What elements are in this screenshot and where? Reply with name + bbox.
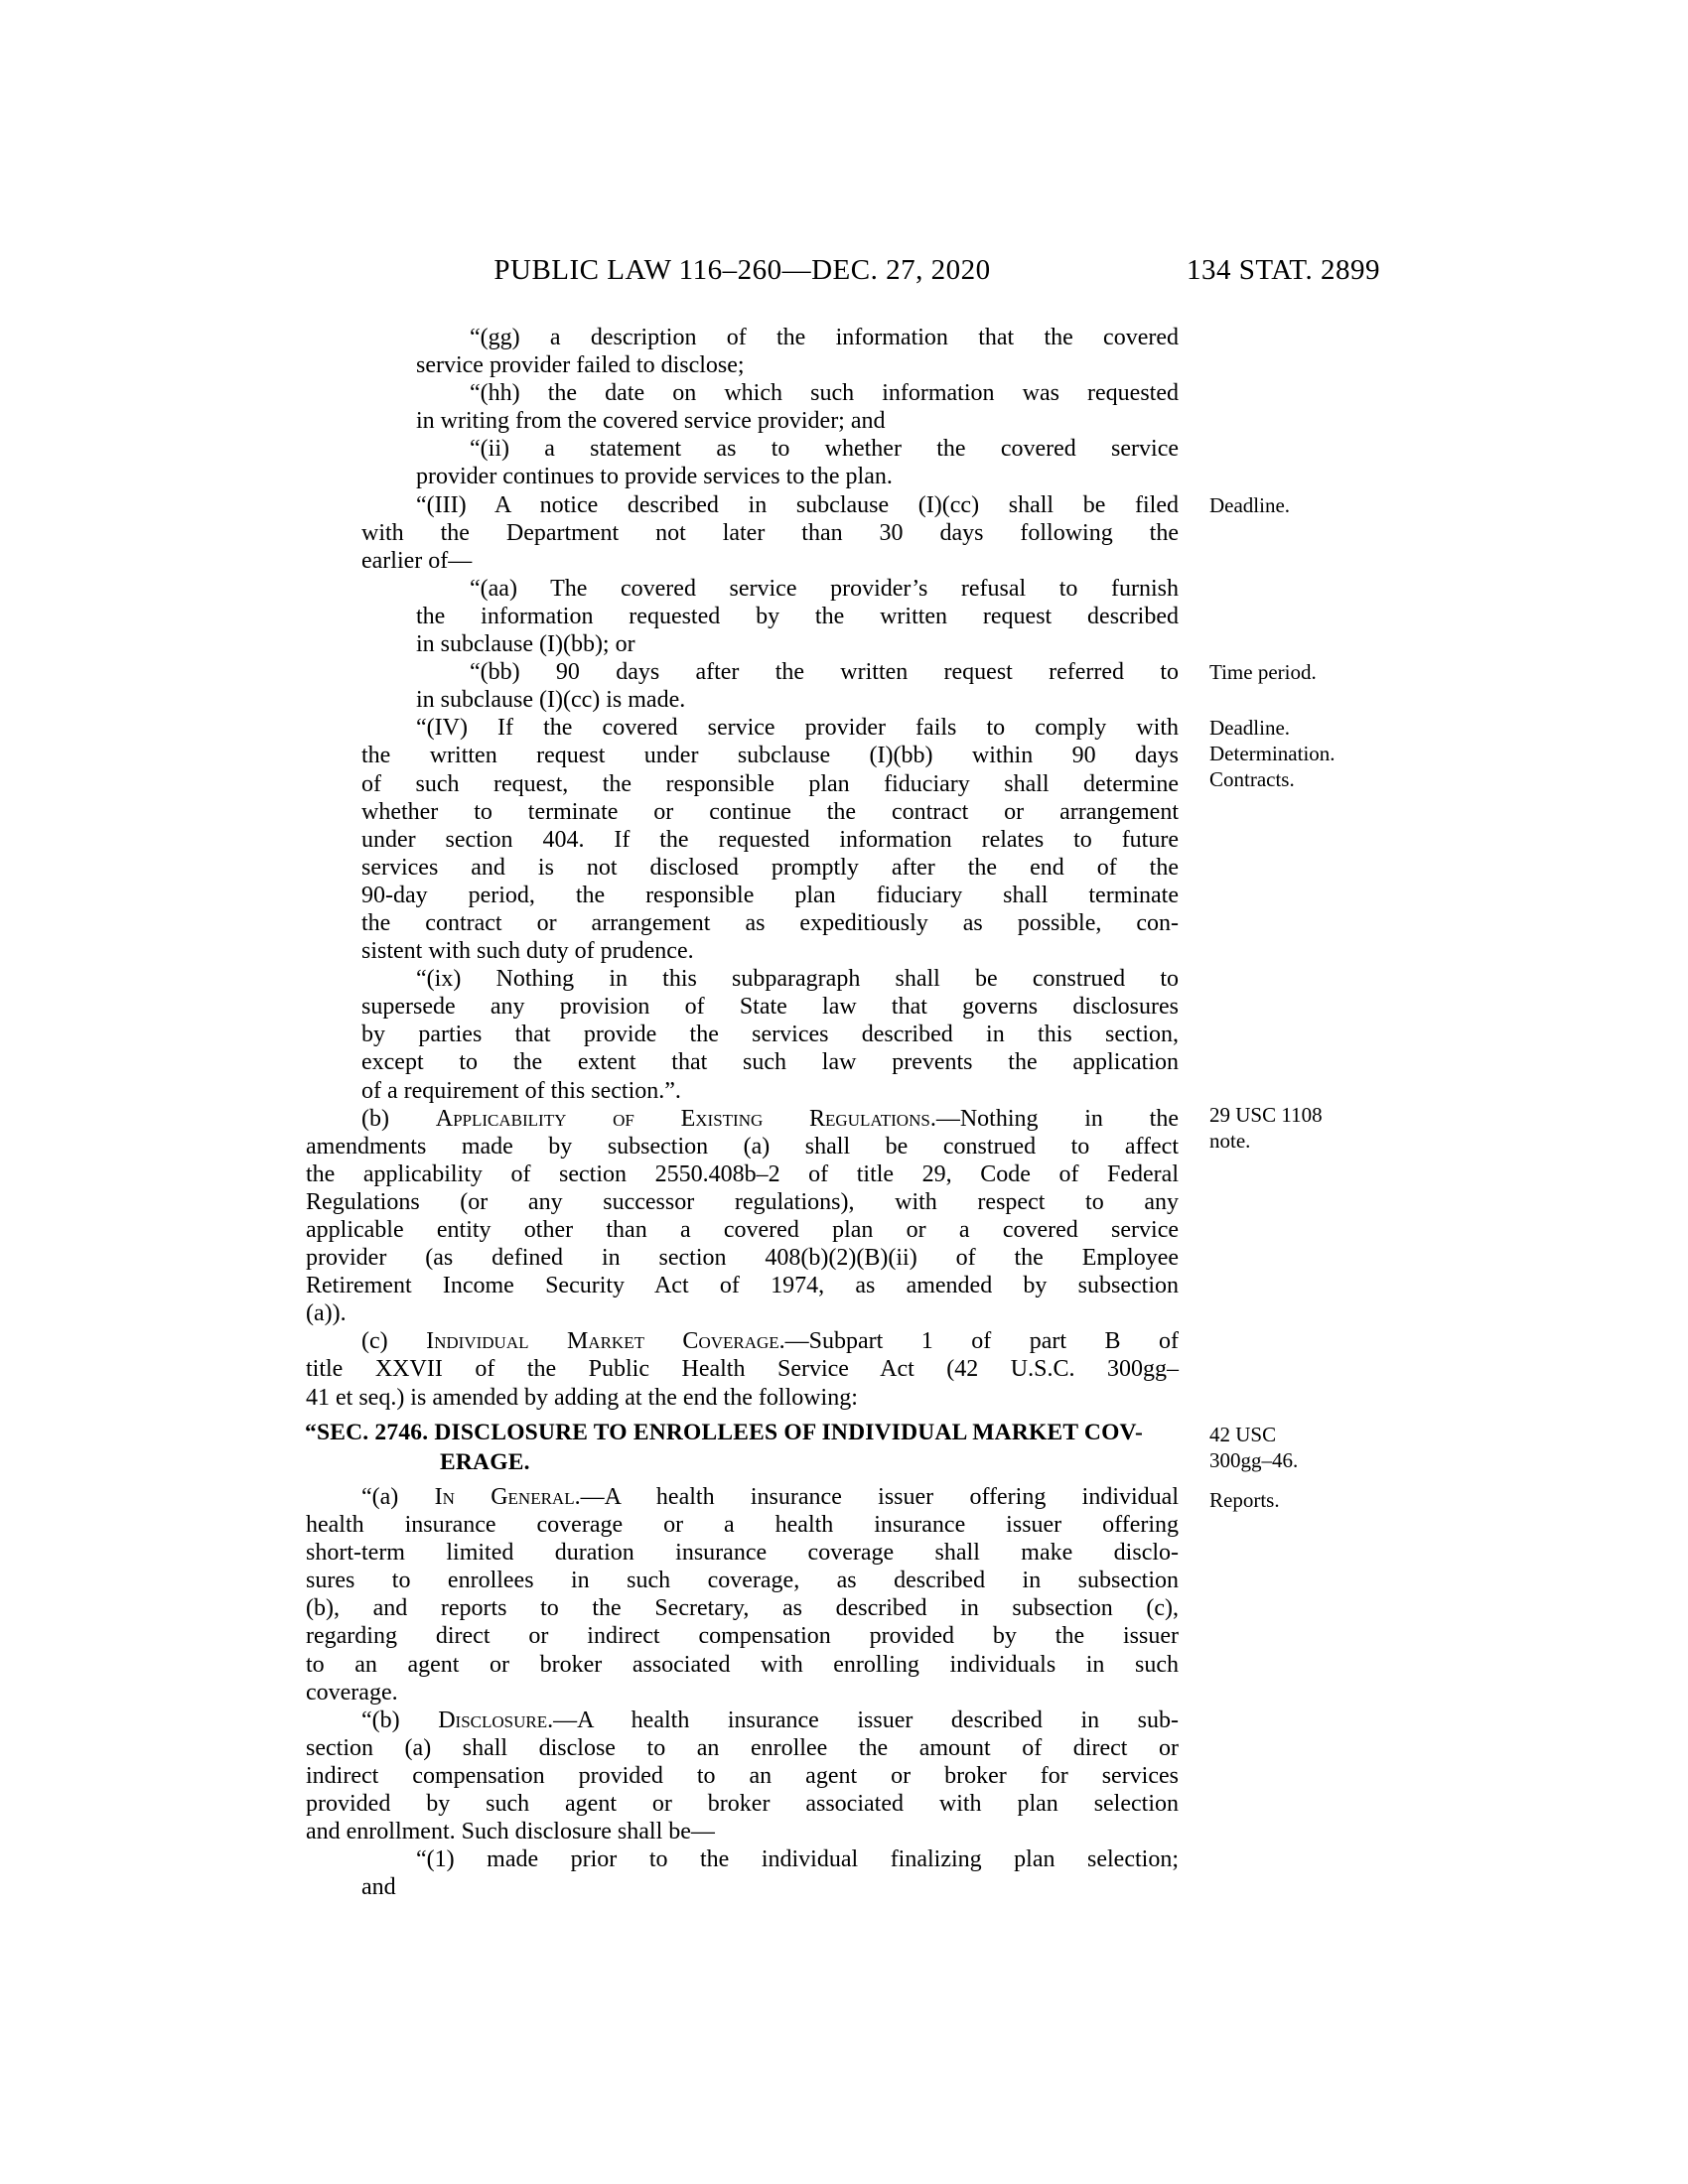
margin-note — [1209, 659, 1383, 685]
section-heading — [305, 1419, 1198, 1477]
text-run: (c) — [361, 1328, 427, 1355]
text-run: .—A health insurance issuer offering individual — [574, 1484, 1179, 1510]
statute-text-line: “(aa) The covered service provider’s refusal to furnish — [470, 575, 1179, 602]
statute-text-line: services and is not disclosed promptly after the end of the — [361, 854, 1179, 881]
small-caps-run: Individual Market Coverage — [426, 1328, 779, 1355]
statute-text-line: “(ix) Nothing in this subparagraph shall be construed to — [416, 966, 1179, 993]
margin-note-line: Determination. — [1209, 742, 1336, 765]
margin-note — [1209, 1487, 1383, 1513]
statute-text-line: in subclause (I)(bb); or — [416, 631, 635, 658]
text-run: .—A health insurance issuer described in sub- — [547, 1706, 1179, 1733]
statute-text-line: “(bb) 90 days after the written request referred to — [470, 659, 1179, 686]
statute-text-line — [306, 1483, 1179, 1511]
statute-text-line: amendments made by subsection (a) shall be construed to affect — [306, 1133, 1179, 1160]
statute-text-line: regarding direct or indirect compensation provided by the issuer — [306, 1623, 1179, 1650]
small-caps-run: Applicability of Existing Regulations — [435, 1105, 930, 1132]
statute-text-line: section (a) shall disclose to an enrollee the amount of direct or — [306, 1734, 1179, 1761]
margin-note-line: 300gg–46. — [1209, 1448, 1299, 1472]
statute-text-line: 41 et seq.) is amended by adding at the end the following: — [306, 1384, 858, 1411]
statute-text-line: whether to terminate or continue the contract or arrangement — [361, 798, 1179, 825]
statute-text-line: to an agent or broker associated with enrolling individuals in such — [306, 1651, 1179, 1678]
statute-text-line: (a)). — [306, 1300, 347, 1327]
text-run: (b) — [361, 1105, 436, 1132]
statute-text-line: and enrollment. Such disclosure shall be— — [306, 1819, 715, 1845]
small-caps-run: Disclosure — [438, 1706, 548, 1733]
statute-text-line: 90-day period, the responsible plan fiduciary shall terminate — [361, 882, 1179, 908]
statute-text-line: “(III) A notice described in subclause (I)(cc) shall be filed — [416, 491, 1179, 518]
statute-text-line: of a requirement of this section.”. — [361, 1077, 681, 1104]
margin-note — [1209, 1102, 1383, 1154]
margin-note-line: Deadline. — [1209, 716, 1291, 740]
statute-text-line: service provider failed to disclose; — [416, 352, 745, 379]
statute-text-line: “(1) made prior to the individual finalizing plan selection; — [416, 1846, 1179, 1873]
margin-note-line: Contracts. — [1209, 767, 1295, 791]
margin-note-line: 42 USC — [1209, 1423, 1277, 1446]
text-run: .—Nothing in the — [929, 1105, 1179, 1132]
statute-text-line: sures to enrollees in such coverage, as described in subsection — [306, 1568, 1179, 1594]
margin-note-line: note. — [1209, 1129, 1251, 1153]
statute-text-line: the written request under subclause (I)(bb) within 90 days — [361, 743, 1179, 769]
statute-text-line: with the Department not later than 30 days following the — [361, 519, 1179, 546]
text-run: .—Subpart 1 of part B of — [778, 1328, 1180, 1355]
statute-text-line — [306, 1105, 1179, 1133]
section-heading-line-1: “SEC. 2746. DISCLOSURE TO ENROLLEES OF INDIVIDUAL MARKET COV- — [305, 1420, 1144, 1445]
statute-text-line: (b), and reports to the Secretary, as described in subsection (c), — [306, 1595, 1179, 1622]
statute-text-line: in writing from the covered service provider; and — [416, 408, 886, 435]
margin-note-line: 29 USC 1108 — [1209, 1103, 1323, 1127]
statute-text-line: the information requested by the written request described — [416, 603, 1179, 629]
text-run: “(a) — [361, 1484, 435, 1510]
statute-text-line: provided by such agent or broker associated with plan selection — [306, 1791, 1179, 1818]
running-head — [306, 254, 1380, 288]
statute-text-line: “(hh) the date on which such information was requested — [470, 380, 1179, 407]
statute-text-line — [306, 1327, 1179, 1355]
margin-note-line: Deadline. — [1209, 493, 1291, 517]
statute-text-line: “(IV) If the covered service provider fails to comply with — [416, 715, 1179, 742]
small-caps-run: In General — [434, 1484, 575, 1510]
running-head-stat-page-number: 134 STAT. 2899 — [1186, 254, 1380, 286]
statute-text-line: earlier of— — [361, 547, 473, 574]
statute-text-line — [306, 1706, 1179, 1734]
statute-text-line: the applicability of section 2550.408b–2 of title 29, Code of Federal — [306, 1160, 1179, 1187]
margin-note — [1209, 1422, 1383, 1473]
statute-text-line: Regulations (or any successor regulations), with respect to any — [306, 1188, 1179, 1215]
statute-text-line: sistent with such duty of prudence. — [361, 938, 694, 965]
margin-note — [1209, 492, 1383, 518]
statute-text-line: under section 404. If the requested information relates to future — [361, 826, 1179, 853]
statute-text-line: and — [361, 1874, 396, 1901]
statute-text-line: provider (as defined in section 408(b)(2)(B)(ii) of the Employee — [306, 1245, 1179, 1272]
margin-note — [1209, 715, 1383, 792]
statute-text-line: short-term limited duration insurance coverage shall make disclo- — [306, 1540, 1179, 1567]
statute-text-line: except to the extent that such law prevents the application — [361, 1049, 1179, 1076]
statute-text-line: title XXVII of the Public Health Service Act (42 U.S.C. 300gg– — [306, 1356, 1179, 1383]
statute-text-line: supersede any provision of State law that governs disclosures — [361, 994, 1179, 1021]
statute-text-line: the contract or arrangement as expeditiously as possible, con- — [361, 909, 1179, 936]
text-run: “(b) — [361, 1706, 439, 1733]
statute-text-line: indirect compensation provided to an agent or broker for services — [306, 1762, 1179, 1789]
running-head-law-title: PUBLIC LAW 116–260—DEC. 27, 2020 — [493, 254, 991, 286]
margin-note-line: Time period. — [1209, 660, 1317, 684]
section-heading-line-2: ERAGE. — [440, 1448, 530, 1475]
statute-text-line: by parties that provide the services described in this section, — [361, 1022, 1179, 1048]
statute-text-line: Retirement Income Security Act of 1974, as amended by subsection — [306, 1273, 1179, 1299]
statute-text-line: provider continues to provide services to the plan. — [416, 464, 893, 490]
statute-text-line: in subclause (I)(cc) is made. — [416, 687, 686, 714]
statute-text-line: health insurance coverage or a health insurance issuer offering — [306, 1512, 1179, 1539]
statute-text-line: “(gg) a description of the information that the covered — [470, 325, 1179, 350]
statute-text-line: applicable entity other than a covered plan or a covered service — [306, 1217, 1179, 1243]
margin-note-line: Reports. — [1209, 1488, 1280, 1512]
statute-text-block-upper — [306, 324, 1179, 1412]
statute-text-block-lower — [306, 1483, 1179, 1901]
statute-text-line: coverage. — [306, 1679, 398, 1706]
statute-text-line: of such request, the responsible plan fiduciary shall determine — [361, 770, 1179, 797]
statute-text-line: “(ii) a statement as to whether the covered service — [470, 436, 1179, 463]
